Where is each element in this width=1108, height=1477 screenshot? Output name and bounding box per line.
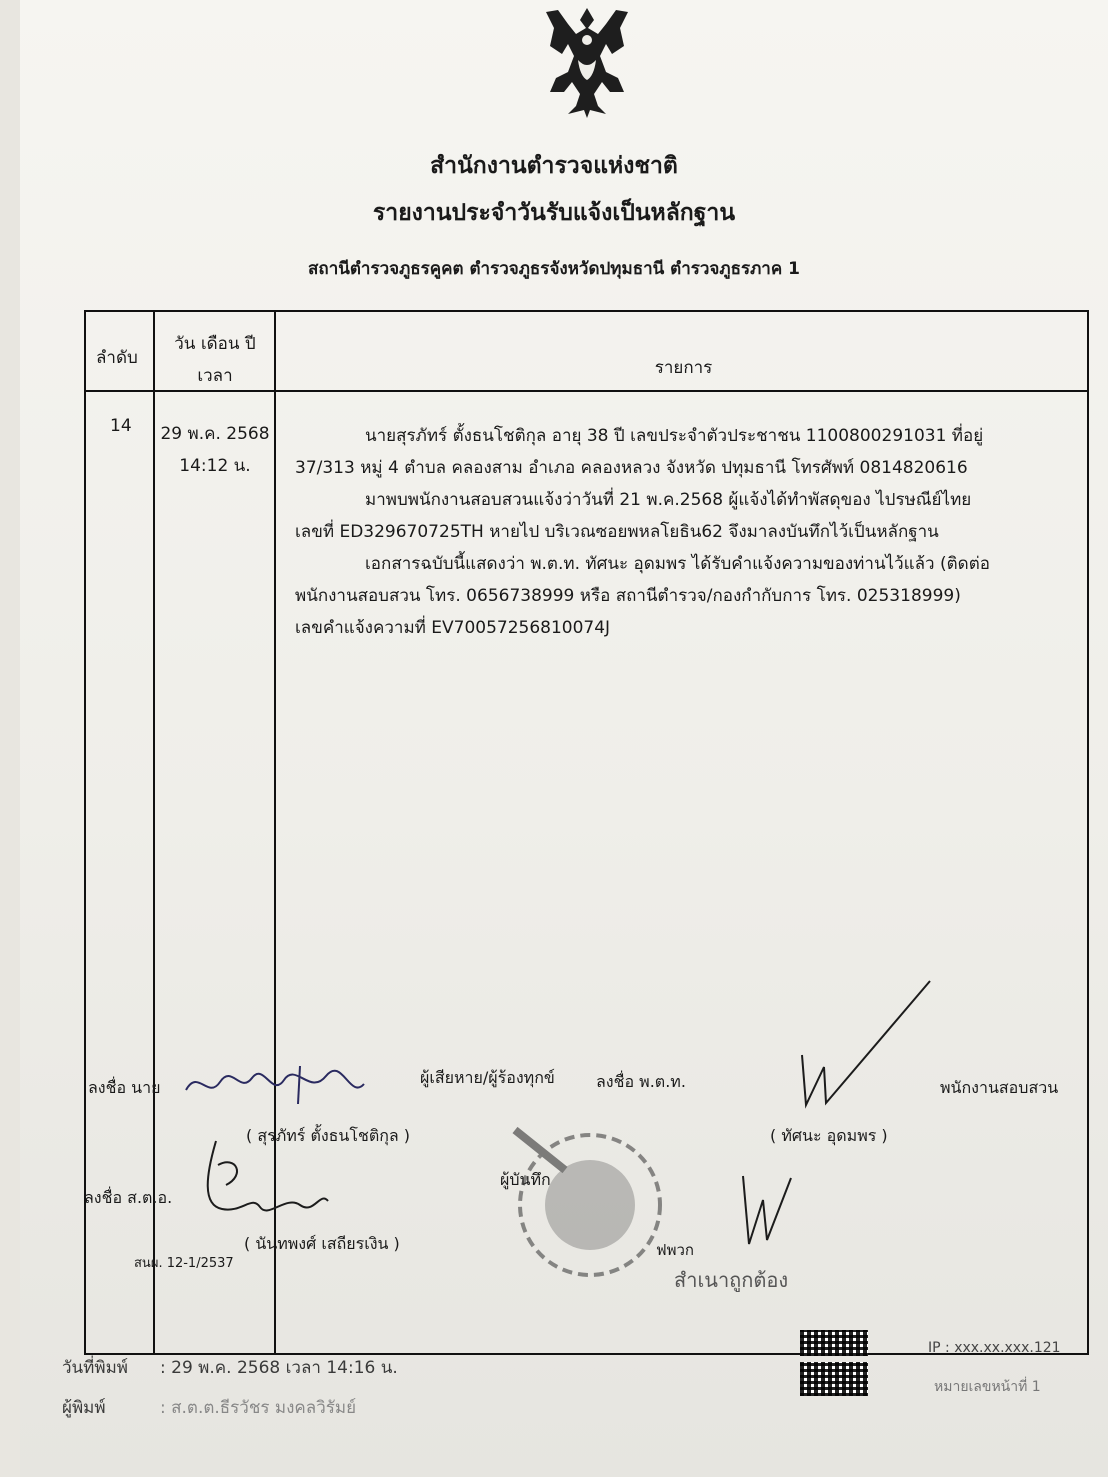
certified-copy-stamp: สำเนาถูกต้อง	[674, 1268, 789, 1292]
victim-signature-icon	[180, 1060, 370, 1110]
recorder-signature-icon	[196, 1135, 336, 1225]
detail-line: เลขคำแจ้งความที่ EV70057256810074J	[295, 618, 611, 638]
detail-line: พนักงานสอบสวน โทร. 0656738999 หรือ สถานีตำรวจ/กองกำกับการ โทร. 025318999)	[295, 586, 961, 606]
recorder-role: ผู้บันทึก	[500, 1170, 551, 1189]
detail-line: มาพบพนักงานสอบสวนแจ้งว่าวันที่ 21 พ.ค.2568 ผู้แจ้งได้ทำพัสดุของ ไปรษณีย์ไทย	[365, 490, 972, 510]
officer-initials: ฟพวก	[656, 1241, 695, 1259]
sign-label-officer: ลงชื่อ พ.ต.ท.	[596, 1072, 686, 1091]
station-name: สถานีตำรวจภูธรคูคต ตำรวจภูธรจังหวัดปทุมธานี ตำรวจภูธรภาค 1	[308, 259, 800, 279]
detail-line: เลขที่ ED329670725TH หายไป บริเวณซอยพหลโยธิน62 จึงมาลงบันทึกไว้เป็นหลักฐาน	[295, 522, 939, 542]
officer-signature-icon	[780, 975, 940, 1115]
agency-title: สำนักงานตำรวจแห่งชาติ	[430, 153, 678, 179]
officer-role: พนักงานสอบสวน	[940, 1078, 1059, 1097]
header-time: เวลา	[197, 366, 233, 386]
print-date-value: : 29 พ.ค. 2568 เวลา 14:16 น.	[160, 1358, 398, 1378]
certify-signature-icon	[735, 1170, 795, 1250]
sign-label-victim: ลงชื่อ นาย	[88, 1078, 161, 1097]
ip-address: IP : xxx.xx.xxx.121	[928, 1340, 1061, 1356]
detail-line: 37/313 หมู่ 4 ตำบล คลองสาม อำเภอ คลองหลวง จังหวัด ปทุมธานี โทรศัพท์ 0814820616	[295, 458, 968, 478]
victim-role: ผู้เสียหาย/ผู้ร้องทุกข์	[420, 1068, 555, 1087]
header-details: รายการ	[654, 358, 713, 378]
form-code: สนผ. 12-1/2537	[134, 1256, 234, 1271]
header-order: ลำดับ	[96, 348, 138, 368]
sign-label-recorder: ลงชื่อ ส.ต.อ.	[84, 1188, 173, 1207]
report-title: รายงานประจำวันรับแจ้งเป็นหลักฐาน	[372, 200, 736, 226]
print-date-label: วันที่พิมพ์	[62, 1358, 128, 1378]
row-date: 29 พ.ค. 2568	[160, 424, 270, 444]
page-number: หมายเลขหน้าที่ 1	[934, 1379, 1041, 1395]
recorder-name: ( นันทพงศ์ เสถียรเงิน )	[244, 1234, 400, 1253]
printer-label: ผู้พิมพ์	[62, 1398, 106, 1418]
row-order: 14	[110, 416, 132, 436]
victim-name: ( สุรภัทร์ ตั้งธนโชติกุล )	[246, 1126, 411, 1145]
report-details	[295, 420, 1015, 644]
officer-name: ( ทัศนะ อุดมพร )	[770, 1126, 888, 1145]
barcode-icon	[800, 1362, 868, 1396]
qr-code-icon	[800, 1330, 868, 1356]
garuda-emblem-icon	[528, 0, 646, 120]
header-date: วัน เดือน ปี	[174, 334, 256, 354]
header-divider	[86, 390, 1087, 392]
official-stamp-icon	[505, 1120, 675, 1290]
detail-line: เอกสารฉบับนี้แสดงว่า พ.ต.ท. ทัศนะ อุดมพร ได้รับคำแจ้งความของท่านไว้แล้ว (ติดต่อ	[365, 554, 990, 574]
detail-line: นายสุรภัทร์ ตั้งธนโชติกุล อายุ 38 ปี เลขประจำตัวประชาชน 1100800291031 ที่อยู่	[365, 426, 984, 446]
row-time: 14:12 น.	[179, 456, 251, 476]
printer-value: : ส.ต.ต.ธีรวัชร มงคลวิรัมย์	[160, 1398, 357, 1418]
